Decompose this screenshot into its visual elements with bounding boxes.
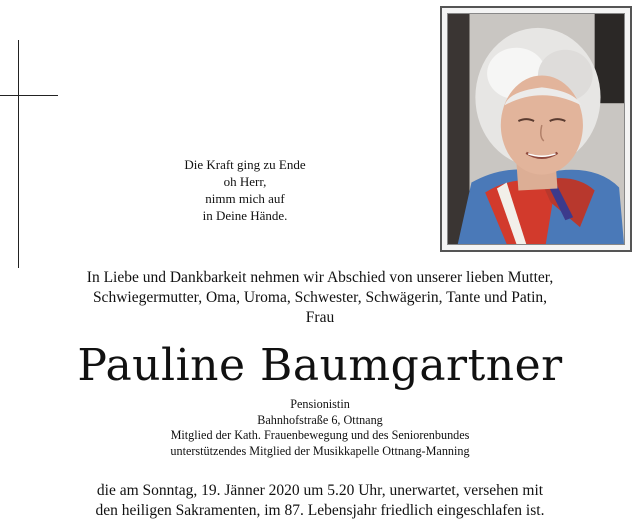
- personal-details: [120, 397, 520, 459]
- verse-line-1: Die Kraft ging zu Ende: [184, 157, 306, 172]
- verse-line-4: in Deine Hände.: [202, 208, 288, 223]
- verse-line-2: oh Herr,: [223, 174, 267, 189]
- intro-line-3: Frau: [305, 309, 335, 326]
- deceased-name: Pauline Baumgartner: [77, 340, 563, 391]
- verse-line-3: nimm mich auf: [205, 191, 285, 206]
- membership-line-1: Mitglied der Kath. Frauenbewegung und des Seniorenbundes: [170, 428, 470, 442]
- intro-text: [30, 268, 610, 328]
- address: Bahnhofstraße 6, Ottnang: [257, 412, 383, 427]
- cross-vertical-bar: [18, 40, 19, 268]
- cross-horizontal-bar: [0, 95, 58, 96]
- intro-line-2: Schwiegermutter, Oma, Uroma, Schwester, Schwägerin, Tante und Patin,: [92, 289, 548, 306]
- closing-line-1: die am Sonntag, 19. Jänner 2020 um 5.20 Uhr, unerwartet, versehen mit: [96, 482, 544, 499]
- portrait-photo: [447, 13, 625, 245]
- membership-line-2: unterstützendes Mitglied der Musikkapelle Ottnang-Manning: [170, 443, 470, 458]
- portrait-illustration: [448, 14, 624, 244]
- verse: [150, 156, 340, 224]
- portrait-photo-frame: [440, 6, 632, 252]
- closing-text: [30, 481, 610, 521]
- closing-line-2: den heiligen Sakramenten, im 87. Lebensjahr friedlich eingeschlafen ist.: [95, 502, 545, 519]
- intro-line-1: In Liebe und Dankbarkeit nehmen wir Abschied von unserer lieben Mutter,: [86, 269, 554, 286]
- occupation: Pensionistin: [290, 397, 350, 411]
